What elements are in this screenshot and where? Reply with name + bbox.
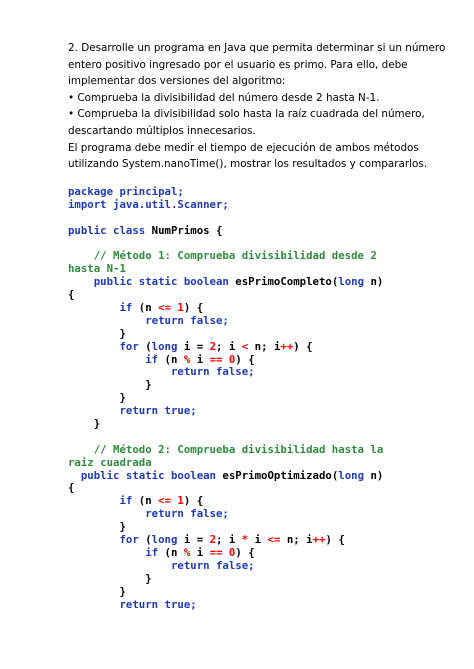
code-line-return bbox=[68, 599, 428, 612]
number: 2 bbox=[209, 339, 217, 353]
package-name: principal; bbox=[113, 185, 184, 198]
operator: ++ bbox=[312, 533, 326, 547]
code-text: i = bbox=[177, 339, 210, 353]
code-line: } bbox=[68, 391, 126, 405]
operator: <= bbox=[158, 494, 171, 508]
code-line-import bbox=[68, 199, 428, 212]
keyword: long bbox=[151, 339, 178, 353]
keyword: for bbox=[68, 533, 139, 547]
code-line-return bbox=[68, 405, 428, 418]
operator: < bbox=[241, 339, 249, 353]
keyword: if bbox=[68, 352, 159, 366]
method-name: esPrimoCompleto( bbox=[228, 275, 339, 289]
operator: ++ bbox=[280, 339, 294, 353]
code-text: (n bbox=[158, 545, 184, 559]
statement-line: 2. Desarrolle un programa en Java que permita determinar si un número bbox=[68, 42, 446, 54]
code-line: { bbox=[68, 481, 75, 495]
operator: <= bbox=[158, 301, 171, 315]
operator: * bbox=[241, 533, 249, 547]
operator: == bbox=[209, 352, 223, 366]
keyword: return bbox=[68, 365, 210, 379]
method-name: esPrimoOptimizado( bbox=[216, 468, 339, 482]
code-line-method-2 bbox=[68, 470, 428, 483]
operator: <= bbox=[267, 533, 281, 547]
code-line: } bbox=[68, 571, 152, 585]
code-text: n) bbox=[364, 275, 384, 289]
keyword: public static boolean bbox=[68, 468, 216, 482]
code-text: (n bbox=[132, 494, 159, 508]
statement-line: implementar dos versiones del algoritmo: bbox=[68, 75, 286, 88]
number: 0 bbox=[222, 352, 236, 366]
code-text: ) { bbox=[293, 339, 313, 353]
keyword: false; bbox=[209, 365, 255, 379]
code-line-return bbox=[68, 315, 428, 328]
code-text: ) { bbox=[235, 352, 255, 366]
exercise-statement bbox=[68, 40, 446, 173]
code-text: i bbox=[190, 545, 210, 559]
statement-line: utilizando System.nanoTime(), mostrar los resultados y compararlos. bbox=[68, 158, 428, 171]
keyword: public class bbox=[68, 223, 146, 237]
operator: % bbox=[183, 545, 191, 559]
bullet-line: • Comprueba la divisibilidad solo hasta la raíz cuadrada del número, bbox=[68, 108, 425, 121]
keyword: true; bbox=[158, 597, 197, 611]
code-blank-line bbox=[68, 431, 428, 444]
code-line: { bbox=[68, 288, 75, 302]
keyword: return bbox=[68, 507, 184, 521]
operator: % bbox=[183, 352, 191, 366]
code-line: } bbox=[68, 417, 101, 431]
keyword: import bbox=[68, 197, 107, 211]
number: 1 bbox=[170, 494, 184, 508]
code-text: ( bbox=[138, 533, 152, 547]
statement-line: El programa debe medir el tiempo de ejecución de ambos métodos bbox=[68, 141, 419, 154]
code-text: ) { bbox=[325, 533, 345, 547]
code-line-class bbox=[68, 225, 428, 238]
keyword: return bbox=[68, 404, 159, 418]
code-text: (n bbox=[132, 301, 159, 315]
code-text: ( bbox=[138, 339, 152, 353]
keyword: true; bbox=[158, 404, 197, 418]
code-text: ) { bbox=[183, 494, 204, 508]
code-text: n) bbox=[364, 468, 384, 482]
bullet-line: • Comprueba la divisibilidad del número desde 2 hasta N-1. bbox=[68, 91, 380, 104]
number: 1 bbox=[170, 301, 184, 315]
code-text: i bbox=[248, 533, 268, 547]
code-text: (n bbox=[158, 352, 184, 366]
number: 0 bbox=[222, 545, 236, 559]
code-comment: // Método 1: Comprueba divisibilidad desde 2 bbox=[68, 249, 377, 263]
keyword: long bbox=[338, 275, 365, 289]
import-name: java.util.Scanner; bbox=[106, 197, 229, 211]
code-line-return bbox=[68, 560, 428, 573]
keyword: false; bbox=[209, 558, 255, 572]
code-line-method-1 bbox=[68, 276, 428, 289]
keyword: long bbox=[151, 533, 178, 547]
code-block bbox=[68, 186, 428, 611]
keyword: if bbox=[68, 494, 133, 508]
code-text: ; i bbox=[216, 339, 242, 353]
statement-line: descartando múltiplos innecesarios. bbox=[68, 124, 256, 137]
code-text: n; i bbox=[248, 339, 281, 353]
code-text: n; i bbox=[280, 533, 313, 547]
code-text: i = bbox=[177, 533, 210, 547]
code-line: } bbox=[68, 378, 152, 392]
code-text: ) { bbox=[183, 301, 204, 315]
keyword: public static boolean bbox=[68, 275, 229, 289]
statement-line: entero positivo ingresado por el usuario es primo. Para ello, debe bbox=[68, 58, 408, 71]
code-comment: raiz cuadrada bbox=[68, 455, 152, 469]
code-text: i bbox=[190, 352, 210, 366]
code-text: ) { bbox=[235, 545, 255, 559]
code-line: } bbox=[68, 326, 126, 340]
keyword: return bbox=[68, 558, 210, 572]
code-line: } bbox=[68, 584, 126, 598]
keyword: if bbox=[68, 545, 159, 559]
keyword: false; bbox=[183, 507, 229, 521]
keyword: long bbox=[338, 468, 365, 482]
keyword: return bbox=[68, 313, 184, 327]
code-comment: hasta N-1 bbox=[68, 262, 126, 276]
operator: == bbox=[209, 545, 223, 559]
class-name: NumPrimos { bbox=[145, 223, 223, 237]
code-line: } bbox=[68, 520, 126, 534]
keyword: if bbox=[68, 301, 133, 315]
code-text: ; i bbox=[216, 533, 242, 547]
keyword: package bbox=[68, 185, 114, 198]
keyword: for bbox=[68, 339, 139, 353]
keyword: false; bbox=[183, 313, 229, 327]
keyword: return bbox=[68, 597, 159, 611]
number: 2 bbox=[209, 533, 217, 547]
code-comment: // Método 2: Comprueba divisibilidad hasta la bbox=[68, 442, 384, 456]
